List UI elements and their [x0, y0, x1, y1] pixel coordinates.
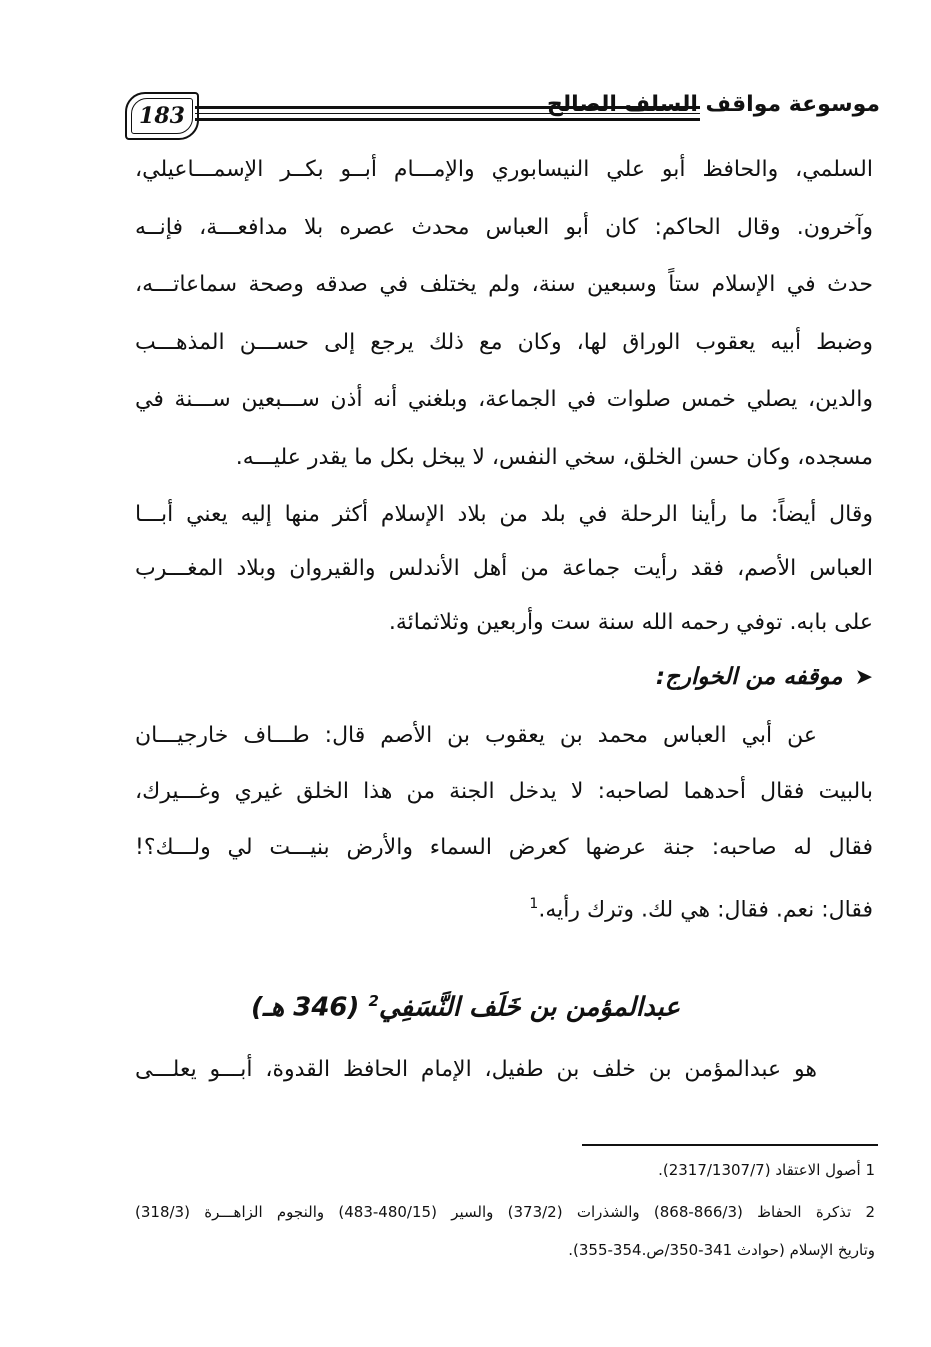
section-title-date: (346 هـ) — [250, 992, 360, 1023]
text-line: هو عبدالمؤمن بن خلف بن طفيل، الإمام الحافظ القدوة، أبـــو يعلـــى — [135, 1057, 817, 1082]
footnote-ref: 2 — [368, 992, 379, 1010]
text-line: على بابه. توفي رحمه الله سنة ست وأربعين وثلاثمائة. — [388, 610, 873, 635]
text-line: فقال له صاحبه: جنة عرضها كعرض السماء والأرض بنيـــت لي ولـــك؟! — [135, 835, 873, 860]
arrow-icon: ➤ — [854, 664, 873, 690]
footnote: وتاريخ الإسلام (حوادث 341-350/ص.354-355). — [568, 1241, 875, 1259]
subheading-text: موقفه من الخوارج: — [655, 664, 843, 690]
text-line: والدين، يصلي خمس صلوات في الجماعة، وبلغني أنه أذن ســـبعين ســـنة في — [135, 387, 873, 412]
text-line: السلمي، والحافظ أبو علي النيسابوري والإمـــام أبــو بكــر الإسمـــاعيلي، — [135, 157, 873, 182]
footnote: 2 تذكرة الحفاظ (866/3-868) والشذرات (373/2) والسير (480/15-483) والنجوم الزاهـــرة (318/3) — [135, 1203, 876, 1221]
book-title: موسوعة مواقف السلف الصالح — [547, 92, 880, 117]
text-line: وقال أيضاً: ما رأينا الرحلة في بلد من بلاد الإسلام أكثر منها إليه يعني أبـــا — [135, 502, 873, 527]
text-line: وآخرون. وقال الحاكم: كان أبو العباس محدث عصره بلا مدافعـــة، فإنــه — [135, 215, 873, 240]
text-line: حدث في الإسلام ستاً وسبعين سنة، ولم يختلف في صدقه وصحة سماعاتـــه، — [135, 272, 873, 297]
footnote-separator — [582, 1144, 878, 1146]
section-title — [0, 992, 931, 1023]
footnote: 1 أصول الاعتقاد (2317/1307/7). — [658, 1161, 875, 1179]
text-line — [135, 886, 873, 922]
footnote-ref: 1 — [529, 896, 539, 912]
text-line: وضبط أبيه يعقوب الوراق لها، وكان مع ذلك يرجع إلى حســـن المذهـــب — [135, 330, 873, 355]
text-line: بالبيت فقال أحدهما لصاحبه: لا يدخل الجنة من هذا الخلق غيري وغـــيرك، — [135, 779, 873, 804]
text-line: عن أبي العباس محمد بن يعقوب بن الأصم قال: طـــاف خارجيـــان — [135, 723, 817, 748]
text-line: العباس الأصم، فقد رأيت جماعة من أهل الأندلس والقيروان وبلاد المغـــرب — [135, 556, 873, 581]
section-title-name: عبدالمؤمن بن خَلَف النَّسَفِي — [378, 992, 681, 1023]
text-line: مسجده، وكان حسن الخلق، سخي النفس، لا يبخل بكل ما يقدر عليـــه. — [235, 445, 873, 470]
page-header — [125, 86, 880, 142]
subheading — [656, 664, 873, 690]
page-number: 183 — [139, 103, 185, 129]
text-line-content: فقال: نعم. فقال: هي لك. وترك رأيه. — [538, 897, 873, 922]
page-number-badge — [125, 92, 199, 140]
